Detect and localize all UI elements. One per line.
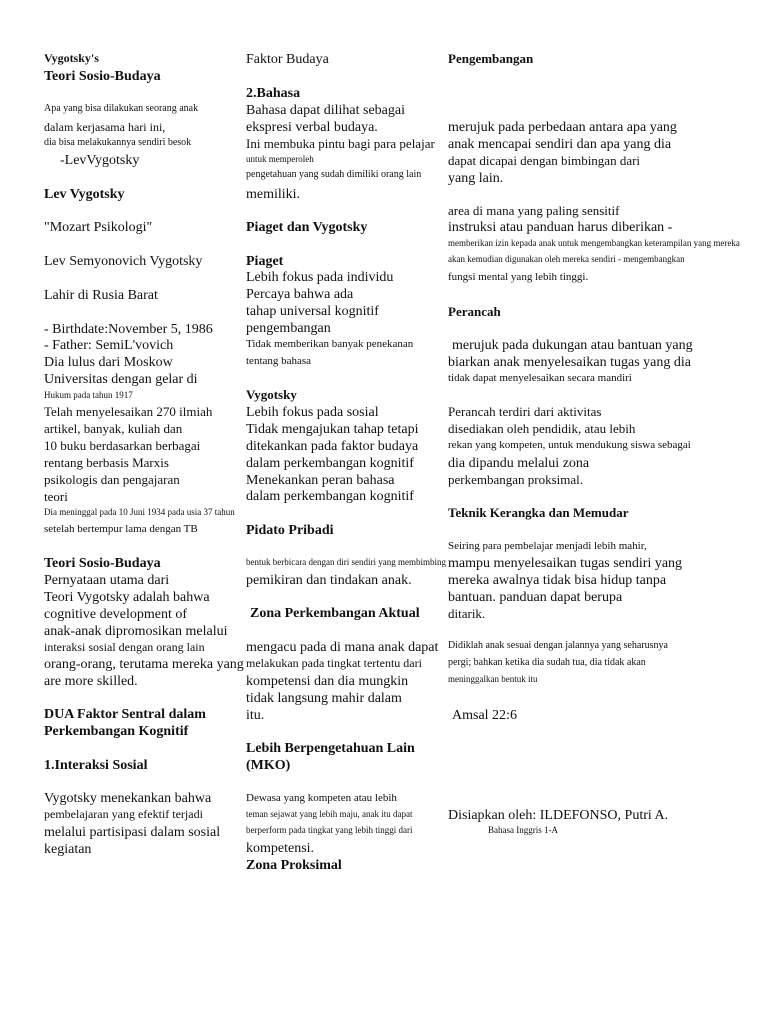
page-title-line2: Teori Sosio-Budaya: [44, 69, 161, 84]
actual-zone-heading: Zona Perkembangan Aktual: [250, 606, 420, 621]
social-line: Vygotsky menekankan bahwa: [44, 791, 212, 806]
actual-zone-line: melakukan pada tingkat tertentu dari: [246, 656, 422, 670]
actual-zone-line: kompetensi dan dia mungkin: [246, 674, 409, 689]
technique-heading: Teknik Kerangka dan Memudar: [448, 505, 629, 520]
theory-line: Pernyataan utama dari: [44, 573, 170, 588]
theory-line: interaksi sosial dengan orang lain: [44, 640, 205, 654]
proverb-reference: Amsal 22:6: [452, 708, 517, 723]
mko-heading: Lebih Berpengetahuan Lain: [246, 741, 415, 756]
birthdate: - Birthdate:November 5, 1986: [44, 322, 213, 337]
page-title-line1: Vygotsky's: [44, 51, 99, 65]
language-line: untuk memperoleh: [246, 154, 314, 164]
social-line: pembelajaran yang efektif terjadi: [44, 807, 203, 821]
private-speech-line: bentuk berbicara dengan diri sendiri yang membimbing: [246, 557, 446, 567]
vygotsky-line: dalam perkembangan kognitif: [246, 456, 414, 471]
vygotsky-line: ditekankan pada faktor budaya: [246, 439, 419, 454]
technique-line: bantuan. panduan dapat berupa: [448, 590, 623, 605]
social-line: kegiatan: [44, 842, 92, 857]
piaget-heading: Piaget: [246, 254, 284, 269]
vygotsky-line: Lebih fokus pada sosial: [246, 405, 379, 420]
vygotsky-line: Menekankan peran bahasa: [246, 473, 395, 488]
nickname: "Mozart Psikologi": [44, 220, 153, 235]
language-line: pengetahuan yang sudah dimiliki orang lain: [246, 169, 422, 180]
piaget-vygotsky-heading: Piaget dan Vygotsky: [246, 220, 368, 235]
area-line: fungsi mental yang lebih tinggi.: [448, 271, 589, 283]
development-line: merujuk pada perbedaan antara apa yang: [448, 120, 677, 135]
area-line: area di mana yang paling sensitif: [448, 203, 620, 218]
scaffolding-heading: Perancah: [448, 304, 501, 319]
factors-heading: Perkembangan Kognitif: [44, 724, 189, 739]
birthplace: Lahir di Rusia Barat: [44, 288, 158, 303]
language-line: Ini membuka pintu bagi para pelajar: [246, 136, 435, 151]
scaffolding-detail-line: dia dipandu melalui zona: [448, 456, 590, 471]
proximal-zone-heading: Zona Proksimal: [246, 858, 342, 873]
scaffolding-detail-line: perkembangan proksimal.: [448, 472, 584, 487]
mko-line: berperform pada tingkat yang lebih tinggi dari: [246, 825, 413, 835]
theory-line: anak-anak dipromosikan melalui: [44, 624, 228, 639]
scaffolding-line: merujuk pada dukungan atau bantuan yang: [452, 338, 693, 353]
education-line: Hukum pada tahun 1917: [44, 390, 133, 400]
actual-zone-line: mengacu pada di mana anak dapat: [246, 640, 439, 655]
mko-heading: (MKO): [246, 758, 291, 773]
actual-zone-line: itu.: [246, 708, 265, 723]
theory-line: are more skilled.: [44, 674, 138, 689]
language-heading: 2.Bahasa: [246, 86, 301, 101]
language-line: Bahasa dapat dilihat sebagai: [246, 103, 405, 118]
quote-line: Apa yang bisa dilakukan seorang anak: [44, 103, 199, 114]
technique-line: ditarik.: [448, 606, 486, 621]
scaffolding-detail-line: rekan yang kompeten, untuk mendukung siswa sebagai: [448, 439, 691, 451]
bio-heading: Lev Vygotsky: [44, 187, 125, 202]
development-heading: Pengembangan: [448, 51, 534, 66]
social-heading: 1.Interaksi Sosial: [44, 758, 148, 773]
class-name: Bahasa Inggris 1-A: [488, 825, 558, 835]
area-line: memberikan izin kepada anak untuk mengembangkan keterampilan yang mereka: [448, 238, 740, 248]
vygotsky-heading: Vygotsky: [246, 387, 297, 402]
piaget-line: pengembangan: [246, 321, 331, 336]
scaffolding-line: biarkan anak menyelesaikan tugas yang dia: [448, 355, 691, 370]
technique-line: Seiring para pembelajar menjadi lebih mahir,: [448, 540, 647, 552]
theory-heading: Teori Sosio-Budaya: [44, 556, 161, 571]
education-line: Universitas dengan gelar di: [44, 372, 198, 387]
quote-line: dalam kerjasama hari ini,: [44, 120, 166, 134]
area-line: instruksi atau panduan harus diberikan -: [448, 220, 673, 235]
technique-line: mereka awalnya tidak bisa hidup tanpa: [448, 573, 667, 588]
prepared-by: Disiapkan oleh: ILDEFONSO, Putri A.: [448, 808, 669, 823]
private-speech-heading: Pidato Pribadi: [246, 523, 334, 538]
development-line: yang lain.: [448, 171, 504, 186]
mko-line: kompetensi.: [246, 841, 315, 856]
piaget-line: tentang bahasa: [246, 355, 312, 367]
language-line: ekspresi verbal budaya.: [246, 120, 378, 135]
actual-zone-line: tidak langsung mahir dalam: [246, 691, 402, 706]
piaget-line: tahap universal kognitif: [246, 304, 379, 319]
technique-line: mampu menyelesaikan tugas sendiri yang: [448, 556, 683, 571]
works-line: 10 buku berdasarkan berbagai: [44, 438, 201, 453]
education-line: Dia lulus dari Moskow: [44, 355, 173, 370]
works-line: psikologis dan pengajaran: [44, 472, 180, 487]
development-line: anak mencapai sendiri dan apa yang dia: [448, 137, 672, 152]
vygotsky-line: dalam perkembangan kognitif: [246, 489, 414, 504]
father: - Father: SemiL'vovich: [44, 338, 174, 353]
scaffolding-detail-line: Perancah terdiri dari aktivitas: [448, 404, 602, 419]
full-name: Lev Semyonovich Vygotsky: [44, 254, 203, 269]
theory-line: orang-orang, terutama mereka yang: [44, 657, 244, 672]
private-speech-line: pemikiran dan tindakan anak.: [246, 573, 412, 588]
proverb-line: Didiklah anak sesuai dengan jalannya yang seharusnya: [448, 640, 668, 651]
proverb-line: pergi; bahkan ketika dia sudah tua, dia tidak akan: [448, 657, 646, 668]
theory-line: cognitive development of: [44, 607, 188, 622]
scaffolding-detail-line: disediakan oleh pendidik, atau lebih: [448, 421, 636, 436]
piaget-line: Tidak memberikan banyak penekanan: [246, 338, 414, 350]
language-line: memiliki.: [246, 187, 301, 202]
works-line: artikel, banyak, kuliah dan: [44, 421, 183, 436]
vygotsky-line: Tidak mengajukan tahap tetapi: [246, 422, 419, 437]
works-line: rentang berbasis Marxis: [44, 455, 169, 470]
death-line: Dia meninggal pada 10 Juni 1934 pada usia 37 tahun: [44, 507, 235, 517]
mko-line: Dewasa yang kompeten atau lebih: [246, 792, 397, 804]
social-line: melalui partisipasi dalam sosial: [44, 825, 221, 840]
piaget-line: Percaya bahwa ada: [246, 287, 354, 302]
development-line: dapat dicapai dengan bimbingan dari: [448, 153, 641, 168]
theory-line: Teori Vygotsky adalah bahwa: [44, 590, 210, 605]
mko-line: teman sejawat yang lebih maju, anak itu dapat: [246, 809, 413, 819]
works-line: teori: [44, 489, 68, 504]
proverb-line: meninggalkan bentuk itu: [448, 674, 538, 684]
works-line: Telah menyelesaikan 270 ilmiah: [44, 404, 213, 419]
quote-author: -LevVygotsky: [60, 153, 140, 168]
scaffolding-line: tidak dapat menyelesaikan secara mandiri: [448, 372, 632, 384]
piaget-line: Lebih fokus pada individu: [246, 270, 394, 285]
factors-heading: DUA Faktor Sentral dalam: [44, 707, 206, 722]
area-line: akan kemudian digunakan oleh mereka sendiri - mengembangkan: [448, 254, 685, 264]
culture-heading: Faktor Budaya: [246, 52, 329, 67]
death-line: setelah bertempur lama dengan TB: [44, 523, 198, 535]
quote-line: dia bisa melakukannya sendiri besok: [44, 137, 192, 148]
